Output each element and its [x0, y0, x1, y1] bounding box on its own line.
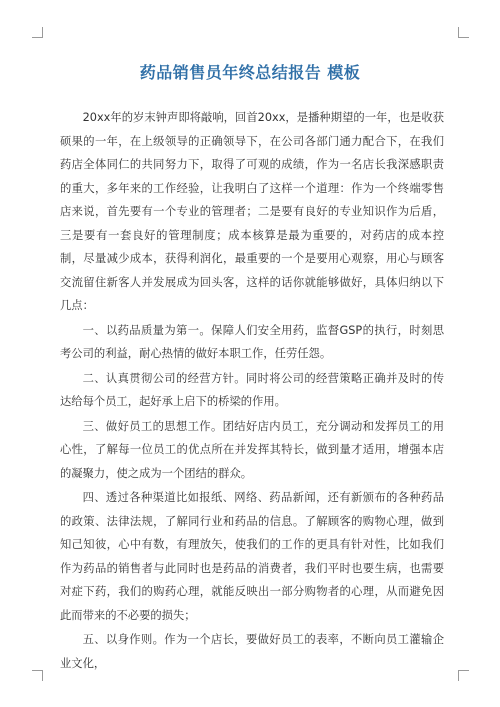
crop-mark-top-right	[458, 27, 469, 38]
paragraph-intro: 20xx年的岁末钟声即将敲响，回首20xx，是播种期望的一年，也是收获硕果的一年，在上级领导的正确领导下，在公司各部门通力配合下，在我们药店全体同仁的共同努力下，取得了可观的成绩，作为一名店长我深感职责的重大，多年来的工作经验，让我明白了这样一个道理：作为一个终端零售店来说，首先要有一个专业的管理者；二是要有良好的专业知识作为后盾，三是要有一套良好的管理制度；成本核算是最为重要的，对药店的成本控制，尽量减少成本，获得利润化，最重要的一个是要用心观察，用心与顾客交流留住新客人并发展成为回头客，这样的话你就能够做好，具体归纳以下几点：	[60, 111, 444, 312]
document-body	[60, 106, 444, 676]
paragraph-point-2: 二、认真贯彻公司的经营方针。同时将公司的经营策略正确并及时的传达给每个员工，起好承上启下的桥梁的作用。	[60, 371, 444, 408]
crop-mark-bottom-right	[458, 670, 469, 681]
paragraph-point-1: 一、以药品质量为第一。保障人们安全用药，监督GSP的执行，时刻思考公司的利益，耐心热情的做好本职工作，任劳任怨。	[60, 323, 444, 360]
paragraph-point-5: 五、以身作则。作为一个店长，要做好员工的表率，不断向员工灌输企业文化，	[60, 633, 444, 670]
document-title: 药品销售员年终总结报告 模板	[139, 63, 361, 82]
paragraph-point-4: 四、透过各种渠道比如报纸、网络、药品新闻，还有新颁布的各种药品的政策、法律法规，了解同行业和药品的信息。了解顾客的购物心理，做到知己知彼，心中有数，有理放矢，使我们的工作的更具有针对性，比如我们作为药品的销售者与此同时也是药品的消费者，我们平时也要生病，也需要对症下药，我们的购药心理，就能反映出一部分购物者的心理，从而避免因此而带来的不必要的损失；	[60, 491, 444, 622]
paragraph-point-3: 三、做好员工的思想工作。团结好店内员工，充分调动和发挥员工的用心性，了解每一位员工的优点所在并发挥其特长，做到量才适用，增强本店的凝聚力，使之成为一个团结的群众。	[60, 419, 444, 480]
crop-mark-bottom-left	[32, 670, 43, 681]
crop-mark-top-left	[32, 27, 43, 38]
